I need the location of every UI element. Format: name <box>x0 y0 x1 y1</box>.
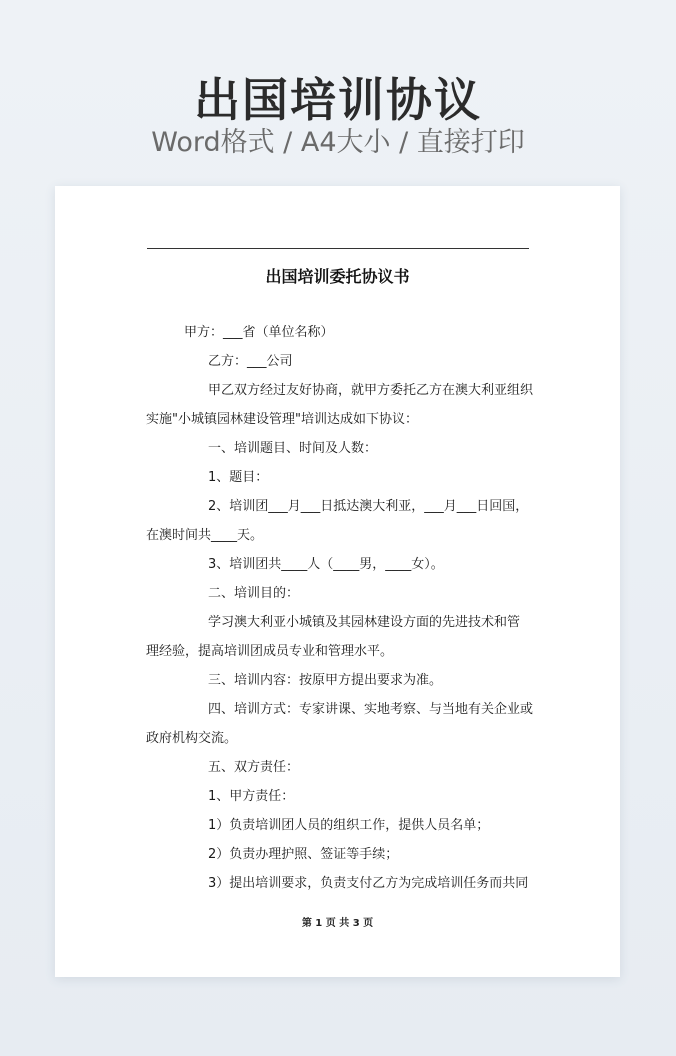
banner-subtitle: Word格式 / A4大小 / 直接打印 <box>151 127 525 158</box>
paragraph-line: 1）负责培训团人员的组织工作，提供人员名单； <box>208 818 490 833</box>
paragraph-line: 实施"小城镇园林建设管理"培训达成如下协议： <box>146 412 418 427</box>
paragraph-line: 理经验，提高培训团成员专业和管理水平。 <box>146 644 394 659</box>
paragraph-line: 3）提出培训要求，负责支付乙方为完成培训任务而共同 <box>208 876 529 891</box>
paragraph-line: 2、培训团___月___日抵达澳大利亚，___月___日回国， <box>208 499 529 514</box>
section-heading: 四、培训方式：专家讲课、实地考察、与当地有关企业或 <box>208 702 534 717</box>
section-heading: 五、双方责任： <box>208 760 300 775</box>
party-b-line: 乙方：___公司 <box>208 354 293 369</box>
page-number-footer: 第 1 页 共 3 页 <box>301 918 374 929</box>
document-body <box>146 318 534 898</box>
paragraph-line: 1、题目： <box>208 470 269 485</box>
section-heading: 三、培训内容：按原甲方提出要求为准。 <box>208 673 443 688</box>
document-title: 出国培训委托协议书 <box>265 267 410 286</box>
paragraph-line: 甲乙双方经过友好协商，就甲方委托乙方在澳大利亚组织 <box>208 383 534 398</box>
paragraph-line: 3、培训团共____人（____男，____女）。 <box>208 557 444 572</box>
paragraph-line: 在澳时间共____天。 <box>146 528 264 543</box>
document-page <box>55 186 620 977</box>
header-rule <box>147 248 529 249</box>
paragraph-line: 1、甲方责任： <box>208 789 295 804</box>
banner-title: 出国培训协议 <box>194 73 482 127</box>
section-heading: 一、培训题目、时间及人数： <box>208 441 378 456</box>
section-heading: 二、培训目的： <box>208 586 300 601</box>
paragraph-line: 政府机构交流。 <box>146 731 238 746</box>
party-a-line: 甲方：___省（单位名称） <box>184 325 334 340</box>
paragraph-line: 学习澳大利亚小城镇及其园林建设方面的先进技术和管 <box>208 615 521 630</box>
paragraph-line: 2）负责办理护照、签证等手续； <box>208 847 399 862</box>
